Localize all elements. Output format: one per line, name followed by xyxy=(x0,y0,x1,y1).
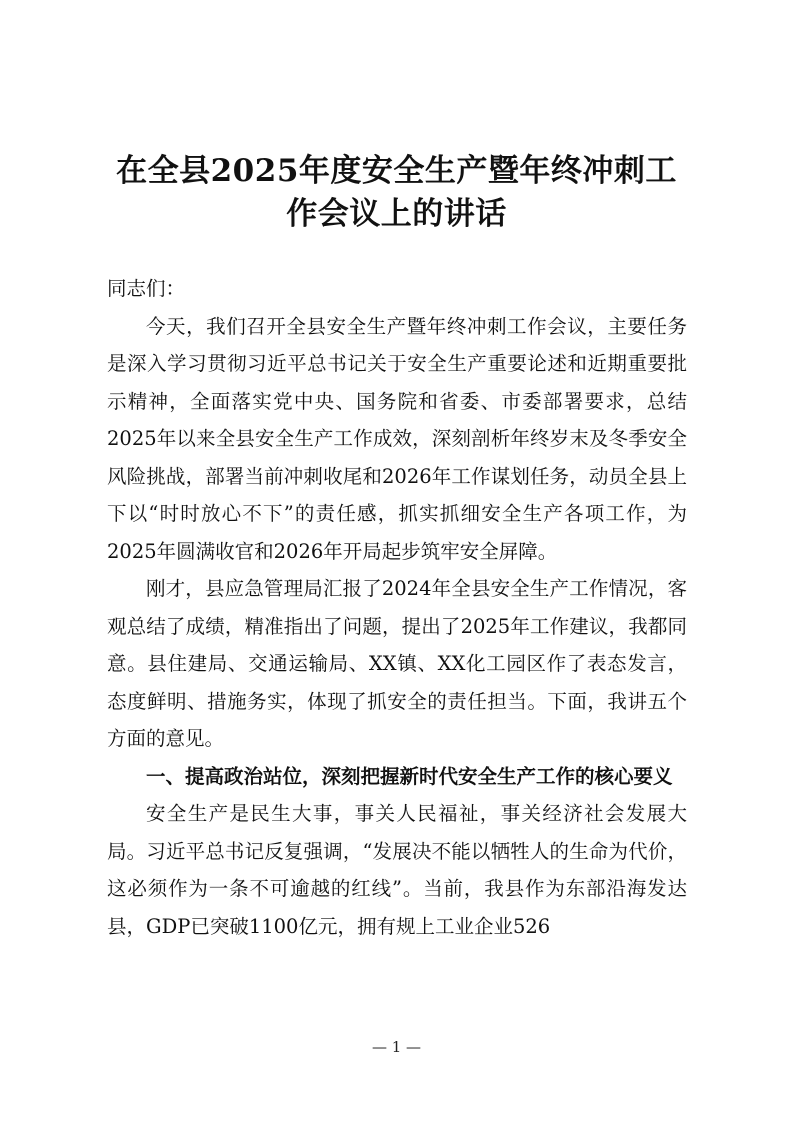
report-paragraph: 刚才，县应急管理局汇报了2024年全县安全生产工作情况，客观总结了成绩，精准指出了问题，提出了2025年工作建议，我都同意。县住建局、交通运输局、XX镇、XX化工园区作了表态发言，态度鲜明、措施务实，体现了抓安全的责任担当。下面，我讲五个方面的意见。 xyxy=(107,577,687,750)
title-line-1: 在全县2025年度安全生产暨年终冲刺工 xyxy=(116,153,677,189)
salutation: 同志们： xyxy=(107,277,186,300)
section-paragraph: 安全生产是民生大事，事关人民福祉，事关经济社会发展大局。习近平总书记反复强调，“发展决不能以牺牲人的生命为代价，这必须作为一条不可逾越的红线”。当前，我县作为东部沿海发达县，GDP已突破1100亿元，拥有规上工业企业526 xyxy=(107,802,687,938)
speech-body xyxy=(107,270,687,945)
section-heading: 一、提高政治站位，深刻把握新时代安全生产工作的核心要义 xyxy=(146,764,673,788)
speech-title xyxy=(60,150,733,236)
title-line-2: 作会议上的讲话 xyxy=(286,196,507,232)
page-number: — 1 — xyxy=(371,1038,422,1056)
intro-paragraph: 今天，我们召开全县安全生产暨年终冲刺工作会议，主要任务是深入学习贯彻习近平总书记关于安全生产重要论述和近期重要批示精神，全面落实党中央、国务院和省委、市委部署要求，总结2025年以来全县安全生产工作成效，深刻剖析年终岁末及冬季安全风险挑战，部署当前冲刺收尾和2026年工作谋划任务，动员全县上下以“时时放心不下”的责任感，抓实抓细安全生产各项工作，为2025年圆满收官和2026年开局起步筑牢安全屏障。 xyxy=(107,314,687,563)
